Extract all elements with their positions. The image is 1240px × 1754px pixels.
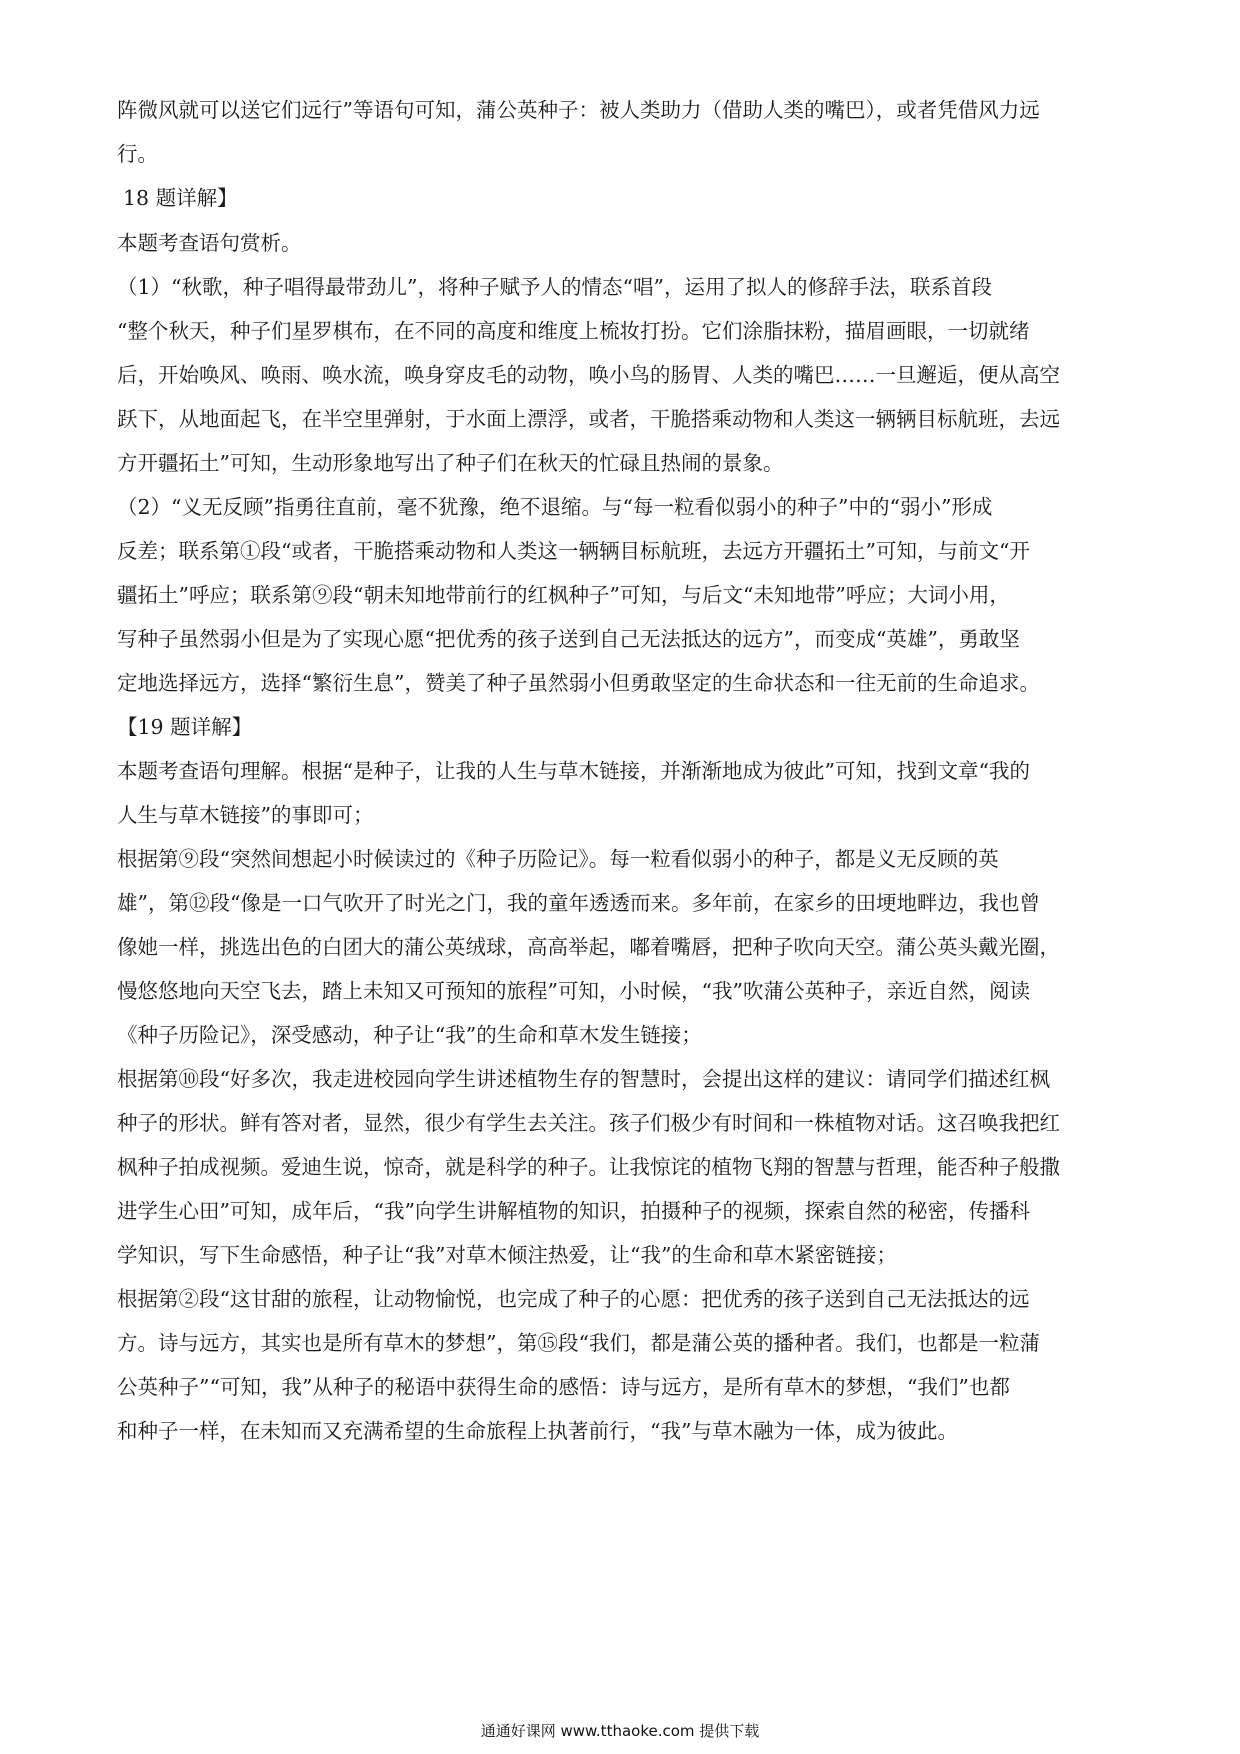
text-line: 根据第②段“这甘甜的旅程，让动物愉悦，也完成了种子的心愿：把优秀的孩子送到自己无法抵达的远	[117, 1287, 1030, 1311]
text-line: 阵微风就可以送它们远行”等语句可知，蒲公英种子：被人类助力（借助人类的嘴巴），或者凭借风力远	[117, 98, 1040, 122]
text-line: （1）“秋歌，种子唱得最带劲儿”，将种子赋予人的情态“唱”，运用了拟人的修辞手法，联系首段	[117, 275, 992, 299]
text-line: 写种子虽然弱小但是为了实现心愿“把优秀的孩子送到自己无法抵达的远方”，而变成“英雄”，勇敢坚	[117, 627, 1020, 651]
text-line: 像她一样，挑选出色的白团大的蒲公英绒球，高高举起，嘟着嘴唇，把种子吹向天空。蒲公英头戴光圈，	[117, 935, 1060, 959]
page-footer: 通通好课网 www.tthaoke.com 提供下载	[480, 1722, 760, 1740]
text-line: 人生与草木链接”的事即可；	[117, 803, 374, 827]
text-line: 根据第⑩段“好多次，我走进校园向学生讲述植物生存的智慧时，会提出这样的建议：请同学们描述红枫	[117, 1067, 1050, 1091]
section-heading: 【19 题详解】	[117, 715, 253, 739]
text-line: 枫种子拍成视频。爱迪生说，惊奇，就是科学的种子。让我惊诧的植物飞翔的智慧与哲理，能否种子般撒	[117, 1155, 1060, 1179]
text-line: 进学生心田”可知，成年后，“我”向学生讲解植物的知识，拍摄种子的视频，探索自然的秘密，传播科	[117, 1199, 1030, 1223]
text-line: 疆拓土”呼应；联系第⑨段“朝未知地带前行的红枫种子”可知，与后文“未知地带”呼应；大词小用，	[117, 583, 1010, 607]
text-line: 本题考查语句理解。根据“是种子，让我的人生与草木链接，并渐渐地成为彼此”可知，找到文章“我的	[117, 759, 1030, 783]
text-line: 公英种子”“可知，我”从种子的秘语中获得生命的感悟：诗与远方，是所有草木的梦想，“我们”也都	[117, 1375, 1010, 1399]
text-line: 方。诗与远方，其实也是所有草木的梦想”，第⑮段“我们，都是蒲公英的播种者。我们，也都是一粒蒲	[117, 1331, 1040, 1355]
text-line: 方开疆拓土”可知，生动形象地写出了种子们在秋天的忙碌且热闹的景象。	[117, 451, 784, 475]
text-line: 根据第⑨段“突然间想起小时候读过的《种子历险记》。每一粒看似弱小的种子，都是义无反顾的英	[117, 847, 999, 871]
text-line: 行。	[117, 142, 158, 166]
text-line: 后，开始唤风、唤雨、唤水流，唤身穿皮毛的动物，唤小鸟的肠胃、人类的嘴巴……一旦邂逅，便从高空	[117, 363, 1060, 387]
text-line: 定地选择远方，选择“繁衍生息”，赞美了种子虽然弱小但勇敢坚定的生命状态和一往无前的生命追求。	[117, 671, 1040, 695]
text-line: “整个秋天，种子们星罗棋布，在不同的高度和维度上梳妆打扮。它们涂脂抹粉，描眉画眼，一切就绪	[117, 319, 1030, 343]
text-line: 慢悠悠地向天空飞去，踏上未知又可预知的旅程”可知，小时候，“我”吹蒲公英种子，亲近自然，阅读	[117, 979, 1030, 1003]
text-line: 和种子一样，在未知而又充满希望的生命旅程上执著前行，“我”与草木融为一体，成为彼此。	[117, 1419, 958, 1443]
section-heading: 18 题详解】	[123, 186, 238, 210]
text-line: 种子的形状。鲜有答对者，显然，很少有学生去关注。孩子们极少有时间和一株植物对话。这召唤我把红	[117, 1111, 1060, 1135]
text-line: 雄”，第⑫段“像是一口气吹开了时光之门，我的童年透透而来。多年前，在家乡的田埂地畔边，我也曾	[117, 891, 1040, 915]
text-line: 本题考查语句赏析。	[117, 231, 302, 255]
text-line: （2）“义无反顾”指勇往直前，毫不犹豫，绝不退缩。与“每一粒看似弱小的种子”中的“弱小”形成	[117, 495, 993, 519]
text-line: 跃下，从地面起飞，在半空里弹射，于水面上漂浮，或者，干脆搭乘动物和人类这一辆辆目标航班，去远	[117, 407, 1060, 431]
text-line: 反差；联系第①段“或者，干脆搭乘动物和人类这一辆辆目标航班，去远方开疆拓土”可知，与前文“开	[117, 539, 1030, 563]
text-line: 学知识，写下生命感悟，种子让“我”对草木倾注热爱，让“我”的生命和草木紧密链接；	[117, 1243, 897, 1267]
text-line: 《种子历险记》，深受感动，种子让“我”的生命和草木发生链接；	[117, 1023, 702, 1047]
